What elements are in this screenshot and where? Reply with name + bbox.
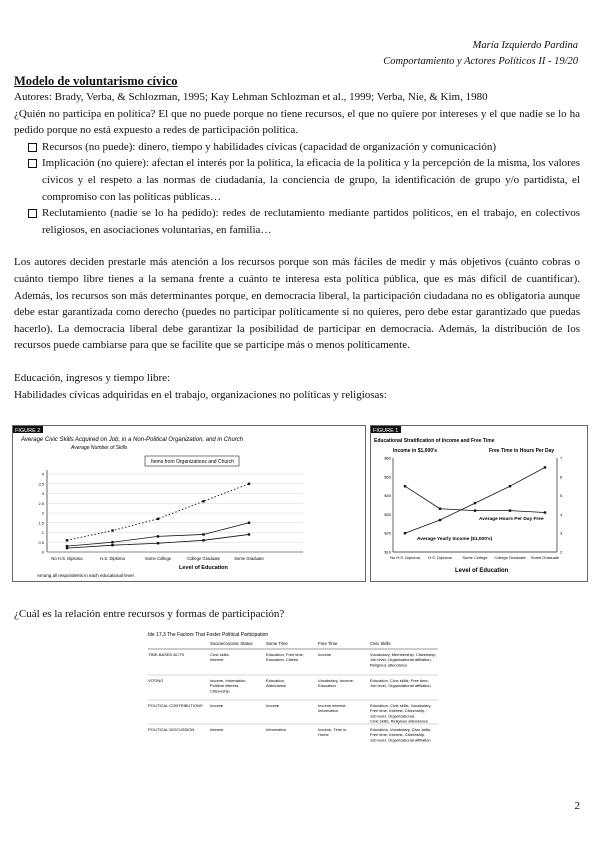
list-item — [28, 155, 580, 205]
table-cell: Free time, Interest, Citizenship, — [370, 732, 426, 738]
x-tick-label: College Graduate — [494, 555, 526, 560]
data-point — [111, 541, 113, 543]
bullet-list — [14, 139, 580, 239]
table-cell: VOTING — [148, 678, 164, 683]
table-cell: Religious attendance — [370, 662, 408, 668]
left-tick-label: $20 — [384, 530, 391, 536]
income-annotation: Average Yearly Income ($1,000's) — [417, 537, 493, 542]
table-cell: Free time, Interest, Citizenship, — [370, 708, 426, 714]
list-item — [28, 205, 580, 238]
table-cell: Income — [318, 652, 332, 657]
education-line: Educación, ingresos y tiempo libre: — [14, 371, 171, 384]
table-cell: Education, Free time, — [266, 652, 305, 657]
figure-label: FIGURE 2 — [15, 428, 41, 434]
table-cell: Citizenship — [210, 688, 230, 694]
bullet-text: Reclutamiento (nadie se lo ha pedido): redes de reclutamiento mediante partidos políticos, en el trabajo, en colectivos religiosos, en asociaciones voluntarias, en familia… — [42, 207, 580, 236]
y-tick-label: 3.5 — [38, 481, 44, 487]
bullet-text: Recursos (no puede): dinero, tiempo y habilidades cívicas (capacidad de organización y comunicación) — [42, 140, 496, 153]
data-point — [157, 535, 159, 537]
data-point — [509, 509, 511, 511]
figure-note: Among all respondents in each educational level. — [37, 573, 135, 578]
legend-label: Items from Organizations and Church — [151, 459, 235, 465]
y-axis-label: Average Number of Skills — [71, 445, 128, 451]
x-tick-label: Some College — [462, 555, 488, 560]
left-tick-label: $50 — [384, 474, 391, 480]
data-point — [202, 539, 204, 541]
right-tick-label: 6 — [560, 474, 563, 480]
data-point — [544, 466, 546, 468]
data-point — [111, 529, 113, 531]
participation-factors-table — [148, 629, 438, 747]
data-point — [248, 522, 250, 524]
left-tick-label: $10 — [384, 549, 391, 555]
table-cell: Income — [266, 703, 280, 708]
table-cell: Education — [318, 683, 336, 689]
data-point — [474, 509, 476, 511]
table-cell: Attendance — [266, 683, 287, 689]
table-cell: TIME-BASED ACTS — [148, 652, 185, 657]
page-number: 2 — [574, 800, 580, 812]
data-point — [544, 511, 546, 513]
column-header: Civic Skills — [370, 641, 391, 646]
table-cell: POLITICAL DISCUSSION — [148, 727, 195, 732]
data-point — [509, 485, 511, 487]
series-line — [67, 484, 249, 541]
table-cell: Job level, Organizational affiliation, — [370, 657, 432, 663]
data-point — [404, 532, 406, 534]
checkbox-bullet-icon — [28, 209, 37, 218]
resources-paragraph: Los autores deciden prestarle más atención a los recursos porque son más fáciles de medir y más objetivos (cuánto cobras o cuánto tiempo libre tienes a la semana frente a cuánto te interesa esta política pública, que es más difícil de cuantificar). Además, los recursos son más determinantes porque, en democracia liberal, la participación ciudadana no es obligatoria aunque debe estar garantizada como derecho (puedes no participar políticamente si no quieres, pero debe estar garantizado que puedas hacerlo). La democracia liberal debe garantizar la posibilidad de participar en democracia. Además, la distribución de los recursos puede cambiarse para que se facilite que se participe más o menos políticamente. — [14, 256, 580, 352]
y-tick-label: 0 — [41, 549, 44, 555]
table-cell: Interest — [210, 657, 224, 663]
table-cell: Information — [318, 708, 339, 714]
course-name: Comportamiento y Actores Políticos II - 19/20 — [383, 56, 578, 67]
table-cell: POLITICAL CONTRIBUTIONS — [148, 703, 203, 708]
x-tick-label: Some College — [144, 556, 172, 561]
data-point — [66, 547, 68, 549]
x-tick-label: No H.S. Diploma — [390, 555, 420, 560]
y-tick-label: 1 — [41, 530, 44, 535]
list-item — [28, 139, 580, 156]
table-cell: Education, Vocabulary, Civic skills, — [370, 727, 432, 732]
civic-skills-figure — [12, 425, 366, 582]
table-cell: Income, Time in, — [318, 727, 348, 732]
hours-annotation: Average Hours Per Day Free — [479, 517, 544, 522]
y-tick-label: 4 — [41, 471, 44, 477]
x-tick-label: No H.S. Diploma — [51, 556, 83, 561]
table-cell: Education, Citizen — [266, 657, 299, 663]
x-axis-label: Level of Education — [179, 565, 228, 571]
table-cell: Civic skills, — [210, 652, 230, 657]
table-cell: Political interest, — [210, 683, 240, 689]
table-cell: Vocabulary, Income, — [318, 678, 354, 683]
table-cell: Education, Civic skills, Vocabulary, — [370, 703, 432, 708]
data-point — [248, 483, 250, 485]
right-tick-label: 5 — [560, 493, 563, 499]
civic-skills-chart — [13, 426, 365, 581]
table-cell: Income interest, — [318, 703, 347, 708]
data-point — [248, 533, 250, 535]
right-tick-label: 3 — [560, 530, 563, 536]
data-point — [202, 533, 204, 535]
right-tick-label: 7 — [560, 455, 563, 461]
section-title: Modelo de voluntarismo cívico — [14, 74, 178, 88]
series-line — [405, 467, 545, 533]
table-cell: Education, Civic skills, Free time, — [370, 678, 429, 683]
column-header: Socioeconomic Status — [210, 641, 253, 646]
data-point — [202, 500, 204, 502]
table-cell: Home — [318, 732, 329, 738]
document-body — [14, 73, 580, 403]
checkbox-bullet-icon — [28, 143, 37, 152]
column-header: Free Time — [318, 641, 338, 646]
data-point — [439, 508, 441, 510]
data-point — [404, 485, 406, 487]
right-tick-label: 4 — [560, 511, 563, 517]
data-point — [474, 502, 476, 504]
y-tick-label: 3 — [41, 491, 44, 496]
y-tick-label: 1.5 — [38, 520, 44, 526]
data-point — [157, 542, 159, 544]
table-cell: Job level, Organizational affiliation — [370, 683, 431, 689]
x-tick-label: H.S. Diploma — [428, 555, 452, 560]
right-axis-label: Free Time in Hours Per Day — [489, 448, 555, 454]
table-cell: Interest — [210, 727, 224, 732]
x-tick-label: Some Graduate — [234, 556, 264, 561]
question-paragraph: ¿Quién no participa en política? El que no puede porque no tiene recursos, el que no quiere por intereses y el que nadie se lo ha pedido porque no está expuesto a redes de participación política. — [14, 107, 580, 137]
series-line — [405, 486, 545, 512]
left-tick-label: $40 — [384, 493, 391, 499]
x-axis-label: Level of Education — [455, 568, 509, 574]
x-tick-label: H.S. Diploma — [100, 556, 125, 561]
x-tick-label: Some Graduate — [530, 555, 560, 560]
left-axis-label: Income in $1,000's — [393, 448, 437, 454]
column-header: Some Time — [266, 641, 288, 646]
table-cell: Income, Information, — [210, 678, 247, 683]
income-freetime-figure — [370, 425, 588, 582]
table-cell: Income — [210, 703, 224, 708]
author-name: María Izquierdo Pardina — [472, 40, 578, 51]
table-cell: Information — [266, 727, 287, 732]
left-tick-label: $30 — [384, 511, 391, 517]
figure-label: FIGURE 1 — [373, 428, 399, 434]
resources-question: ¿Cuál es la relación entre recursos y formas de participación? — [14, 608, 285, 620]
data-point — [157, 518, 159, 520]
bullet-text: Implicación (no quiere): afectan el interés por la política, la eficacia de la política y la percepción de la misma, los valores cívicos y el respeto a las normas de ciudadanía, la conciencia de grupo, la identificación de grupo y/o partidista, el compromiso con las políticas públicas… — [42, 157, 580, 203]
income-freetime-chart — [371, 426, 587, 581]
table-cell: Education, — [266, 678, 285, 683]
left-tick-label: $60 — [384, 455, 391, 461]
data-point — [66, 539, 68, 541]
chart-title: Average Civic Skills Acquired on Job, in a Non-Political Organization, and in Church — [21, 437, 244, 443]
authors-line: Autores: Brady, Verba, & Schlozman, 1995; Kay Lehman Schlozman et al., 1999; Verba, Nie, & Kim, 1980 — [14, 91, 488, 103]
table-cell: Vocabulary, Membership, Citizenship, — [370, 652, 437, 657]
table-image — [148, 629, 438, 747]
civic-skills-line: Habilidades cívicas adquiridas en el trabajo, organizaciones no políticas y religiosas: — [14, 388, 387, 401]
y-tick-label: 2 — [41, 510, 44, 516]
x-tick-label: College Graduate — [187, 556, 220, 561]
y-tick-label: 2.5 — [38, 500, 44, 506]
data-point — [439, 519, 441, 521]
y-tick-label: 0.5 — [38, 539, 44, 545]
chart-title: Educational Stratification of Income and Free Time — [374, 438, 495, 444]
table-cell: Job level, Organizational, — [370, 713, 415, 719]
table-cell: Job level, Organizational affiliation — [370, 737, 431, 743]
table-cell: Civic skills, Religious attendance — [370, 718, 429, 724]
page-header — [383, 38, 578, 70]
checkbox-bullet-icon — [28, 159, 37, 168]
table-title: ble 17.3 The Factors That Foster Political Participation — [148, 632, 269, 638]
right-tick-label: 2 — [560, 549, 563, 555]
data-point — [111, 544, 113, 546]
